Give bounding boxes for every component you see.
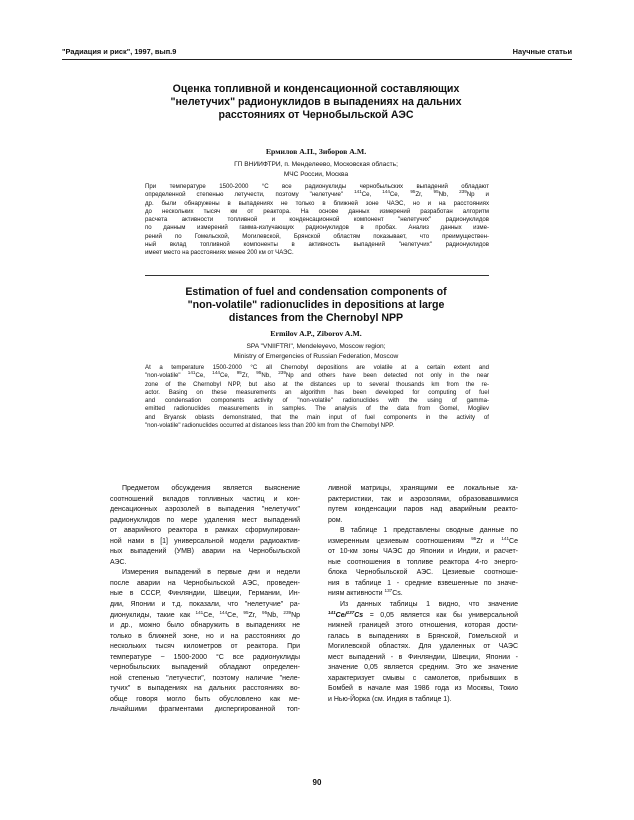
header-rule [62, 59, 572, 60]
english-abstract [145, 364, 489, 430]
body-text-line: Предметом обсуждения является выяснение [122, 485, 300, 492]
body-text-line: характеризует смывы с самолетов, прибывших в [328, 674, 518, 682]
english-affiliation [110, 342, 522, 361]
body-text-line: от аварийного реактора в рамках сформулирован- [110, 527, 300, 535]
body-text-line: ные соотношения в топливе реактора 4-го энерго- [328, 558, 518, 566]
body-text-line: дионуклиды, такие как $^{141}$Ce, $^{144}$Ce, $^{95}$Zr, $^{95}$Nb, $^{239}$Np [110, 609, 301, 619]
russian-abstract-line: др. были обнаружены в выпадениях не только в ближней зоне ЧАЭС, но и на расстояниях [145, 199, 489, 207]
body-text-line: дии, Японии и т.д. показали, что "нелетучие" ра- [110, 601, 300, 609]
affiliation-line: SPA "VNIIFTRI", Mendeleyevo, Moscow region; [246, 343, 386, 350]
body-text-line: от 10-км зоны ЧАЭС до Японии и Индии, и расчет- [328, 548, 518, 556]
body-text-line: ной степенью "летучести", поэтому наличие "неле- [110, 674, 300, 682]
russian-title-line: расстояниях от Чернобыльской АЭС [218, 109, 414, 122]
russian-affiliation [110, 160, 522, 179]
english-authors: Ermilov A.P., Ziborov A.M. [270, 329, 362, 338]
body-text-line: обще говоря могло быть обусловлено как ме- [110, 695, 300, 703]
body-text-line: галась в выпадениях в Брянской, Гомельской и [328, 632, 518, 640]
body-text-line: Бомбей в начале мая 1986 года из Москвы, Токио [328, 685, 518, 693]
section-label: Научные статьи [512, 47, 572, 56]
body-text-line: мест выпадений - в Финляндии, Швеции, Японии - [328, 653, 518, 661]
abstract-separator [145, 275, 489, 276]
russian-abstract-line: рений по Гомельской, Могилевской, Брянской областям показывает, что преимуществен- [145, 232, 489, 240]
russian-abstract-line: до нескольких тысяч км от реактора. На основе данных измерений разработан алгоритм [145, 207, 489, 215]
english-abstract-line: and condensation components activity of "non-volatile" radionuclides with the using of gamma- [145, 397, 489, 405]
journal-reference: "Радиация и риск", 1997, вып.9 [62, 47, 177, 56]
body-text-line: соотношений вкладов топливных частиц и кон- [110, 495, 300, 503]
russian-abstract-line: расчета активности топливной и конденсационной компонент "нелетучих" радионуклидов [145, 216, 489, 224]
body-text-line: блока Чернобыльской АЭС. Цезиевые соотноше- [328, 569, 518, 577]
russian-authors: Ермилов А.П., Зиборов А.М. [265, 147, 367, 156]
body-column-right [328, 484, 518, 705]
page-number: 90 [312, 778, 322, 787]
body-text-line: тучих" в выпадениях на дальних расстояниях во- [110, 685, 300, 693]
body-text-line: температуре ~ 1500-2000 °С все радионуклиды [110, 653, 300, 661]
english-abstract-line: At a temperature 1500-2000 °C all Chernobyl depositions are volatile at a certain extent and [145, 364, 489, 371]
russian-abstract-line: При температуре 1500-2000 °С все радионуклиды чернобыльских выпадений обладают [145, 183, 489, 190]
body-text-line: рактеристики, так и аэрозолями, образовавшимися [328, 495, 518, 503]
body-text-line: ниям активности $^{137}$Cs. [328, 588, 403, 598]
russian-abstract [145, 183, 489, 258]
russian-abstract-line: по данным измерений гамма-излучающих радионуклидов в пробах. Анализ данных изме- [145, 224, 489, 232]
body-text-line: льчайшими фрагментами диспергированной топ- [110, 706, 300, 714]
body-text-line: чернобыльских выпадений обладают определен- [110, 664, 300, 672]
affiliation-line: ГП ВНИИФТРИ, п. Менделеево, Московская область; [234, 161, 398, 168]
body-text-line: ром. [328, 516, 343, 524]
russian-abstract-line: ный вклад топливной компоненты в активность выпадений "нелетучих" радионуклидов [145, 241, 489, 249]
body-text-line: путем конденсации паров над аварийным реакто- [328, 506, 518, 514]
body-text-line: измеренным цезиевым соотношениям $^{95}$Zr и $^{141}$Ce [328, 535, 518, 545]
affiliation-line: Ministry of Emergencies of Russian Federation, Moscow [233, 352, 399, 360]
body-text-line: Из данных таблицы 1 видно, что значение [340, 601, 518, 609]
body-text-line: и др., можно было обнаружить в выпадениях не [110, 622, 300, 630]
english-title [110, 286, 522, 326]
body-text-line: после аварии на Чернобыльской АЭС, проведен- [110, 579, 300, 587]
body-text-line: ния в таблице 1 - средние взвешенные по значе- [328, 579, 518, 587]
body-text-line: В таблице 1 представлены сводные данные по [340, 527, 518, 535]
body-text-line: ной нами в [1] универсальной модели радиоактив- [110, 537, 300, 545]
english-title-line: Estimation of fuel and condensation components of [185, 286, 447, 298]
body-text-line: нескольких тысяч километров от реактора. При [110, 643, 300, 651]
english-abstract-line: and Bryansk oblasts demonstrated, that the main input of fuel components in the activity of [145, 413, 489, 421]
affiliation-line: МЧС России, Москва [283, 170, 349, 178]
body-text-line: Измерения выпадений в первые дни и недели [122, 569, 300, 577]
english-title-line: "non-volatile" radionuclides in depositions at large [187, 299, 445, 312]
russian-title [110, 83, 522, 123]
body-text-line: ливной матрицы, хранящими ее локальные ха- [328, 485, 518, 492]
english-abstract-line: "non-volatile" radionuclides occurred at distances less than 200 km from the Chernobyl NPP. [145, 422, 395, 430]
english-abstract-line: actor. Basing on these measurements an algorithm has been developed for computing of fuel [145, 388, 489, 396]
body-text-line: ные в СССР, Финляндии, Швеции, Германии, Ин- [110, 590, 300, 598]
body-text-line: АЭС. [110, 558, 127, 566]
english-abstract-line: emitted radionuclides measurements in samples. The analysis of the data from Gomel, Mogilev [145, 405, 489, 413]
body-text-line: радионуклидов по мере удаления мест выпадений [110, 516, 300, 524]
english-title-line: distances from the Chernobyl NPP [228, 312, 404, 325]
english-abstract-line: zone of the Chernobyl NPP, but also at the distances up to several thousands km from the re- [145, 380, 489, 388]
russian-title-line: "нелетучих" радионуклидов в выпадениях на дальних [170, 96, 462, 109]
body-text-line: денсационных аэрозолей в выпадения "нелетучих" [110, 506, 300, 514]
body-text-line: нижней границей этого отношения, которая дости- [328, 622, 518, 630]
body-text-line: Могилевской областях. Для удаленных от ЧАЭС [328, 643, 518, 651]
body-column-left [110, 484, 300, 716]
english-abstract-line: "non-volatile" $^{141}$Ce, $^{144}$Ce, $^{95}$Zr, $^{95}$Nb, $^{239}$Np and others have been detected not only in the near [145, 370, 489, 380]
russian-title-line: Оценка топливной и конденсационной составляющих [172, 83, 460, 95]
body-text-line: значение 0,05 является средним. Это же значение [328, 664, 518, 672]
body-text-line: и Нью-Йорка (см. Индия в таблице 1). [328, 695, 452, 703]
russian-abstract-line: имеет место на расстояниях менее 200 км от ЧАЭС. [145, 249, 294, 257]
body-text-line: только в ближней зоне, но и на расстояниях до [110, 632, 300, 640]
body-text-line: $^{141}$Ce/$^{137}$Cs = 0,05 является как бы универсальной [328, 609, 518, 619]
russian-abstract-line: определенной степенью летучести, поэтому "нелетучие" $^{141}$Ce, $^{144}$Ce, $^{95}$Zr, $^{95}$Nb, $^{239}$Np и [145, 189, 489, 199]
body-text-line: ных выпадений (УМВ) аварии на Чернобыльской [110, 548, 300, 556]
